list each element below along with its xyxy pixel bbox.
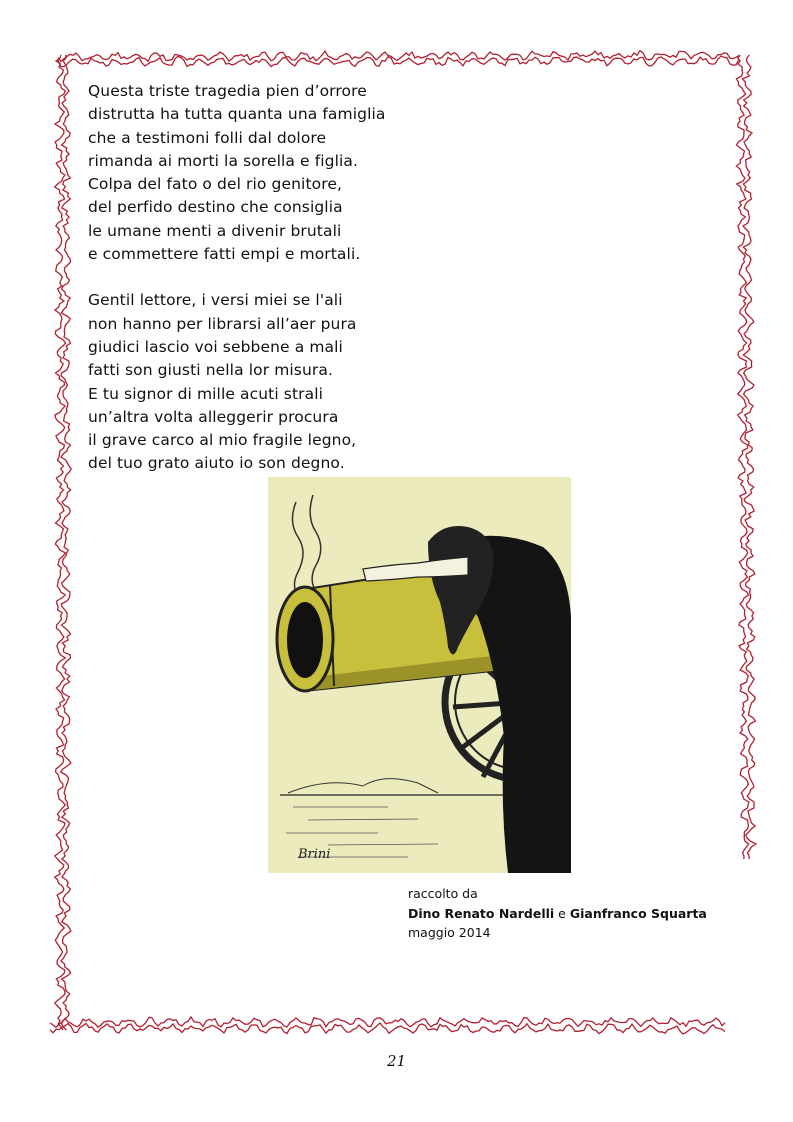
credits-caption — [408, 884, 707, 943]
poem-line: rimanda ai morti la sorella e figlia. — [88, 151, 359, 170]
illustration-woman-on-cannon — [268, 477, 571, 873]
author-name: Gianfranco Squarta — [569, 905, 707, 921]
poem-line: Questa triste tragedia pien d’orrore — [88, 82, 367, 100]
poem-stanza-2 — [88, 289, 385, 475]
poem-line: un’altra volta alleggerir procura — [88, 407, 339, 426]
cannon-drawing — [268, 477, 571, 873]
poem-line: fatti son giusti nella lor misura. — [88, 361, 333, 380]
cannon-bore — [287, 602, 323, 678]
poem-line: e commettere fatti empi e mortali. — [88, 245, 361, 264]
border-squiggle — [61, 55, 71, 1030]
poem — [88, 80, 385, 499]
poem-line: Colpa del fato o del rio genitore, — [88, 175, 342, 194]
border-squiggle — [55, 55, 66, 1030]
border-squiggle — [736, 55, 749, 859]
credits-date: maggio 2014 — [408, 925, 491, 940]
credits-intro: raccolto da — [408, 886, 478, 901]
artist-signature: Brini — [298, 847, 331, 862]
poem-line: non hanno per librarsi all’aer pura — [88, 314, 357, 333]
poem-line: Gentil lettore, i versi miei se l'ali — [88, 291, 343, 310]
smoke — [292, 495, 320, 599]
poem-line: le umane menti a divenir brutali — [88, 221, 342, 240]
poem-line: che a testimoni folli dal dolore — [88, 128, 327, 147]
poem-line: giudici lascio voi sebbene a mali — [88, 337, 343, 356]
poem-line: distrutta ha tutta quanta una famiglia — [88, 105, 386, 124]
page-number: 21 — [386, 1052, 407, 1070]
border-squiggle — [742, 55, 756, 859]
author-name: Dino Renato Nardelli — [408, 905, 555, 921]
poem-line: il grave carco al mio fragile legno, — [88, 431, 357, 450]
poem-line: del perfido destino che consiglia — [88, 198, 343, 217]
credits-authors — [408, 904, 707, 924]
poem-line: E tu signor di mille acuti strali — [88, 384, 324, 403]
poem-line: del tuo grato aiuto io son degno. — [88, 454, 345, 473]
poem-stanza-1 — [88, 80, 385, 266]
border-squiggle — [50, 1023, 725, 1034]
distant-hills — [288, 779, 438, 793]
border-squiggle — [58, 56, 739, 66]
author-conjunction: e — [554, 905, 570, 921]
